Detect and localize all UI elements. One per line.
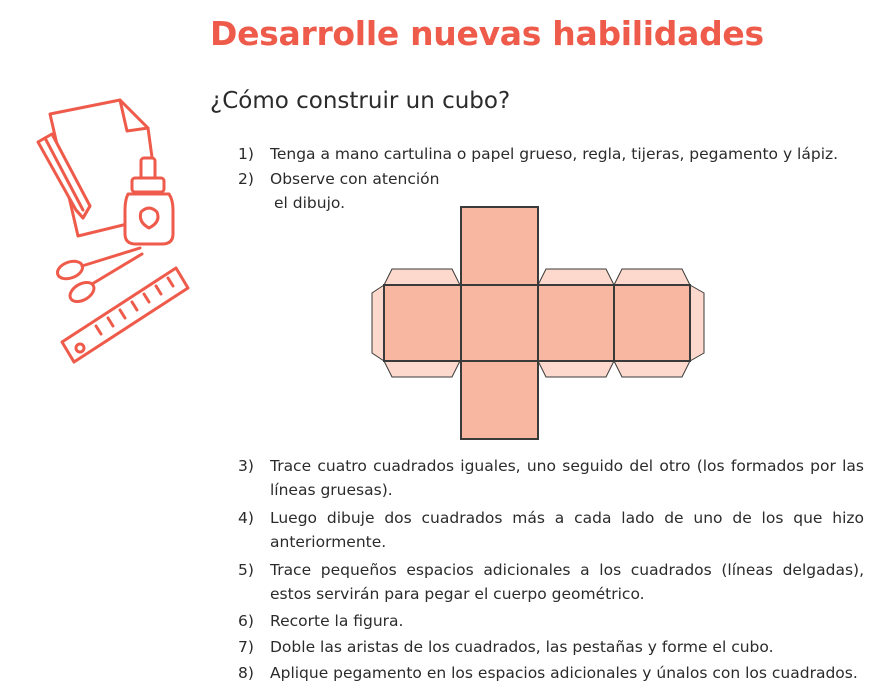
craft-supplies-illustration	[28, 98, 198, 373]
cube-net-diagram	[368, 205, 713, 441]
cube-face	[461, 361, 538, 439]
glue-tab	[614, 361, 690, 377]
step-item: 8) Aplique pegamento en los espacios adicionales y únalos con los cuadrados.	[238, 664, 858, 682]
cube-face	[538, 285, 614, 361]
glue-tab	[384, 269, 460, 285]
step-item: 7) Doble las aristas de los cuadrados, las pestañas y forme el cubo.	[238, 638, 774, 656]
glue-tab	[384, 361, 460, 377]
step-item: 6) Recorte la figura.	[238, 612, 404, 630]
glue-tab	[614, 269, 690, 285]
step-item: 1) Tenga a mano cartulina o papel grueso, regla, tijeras, pegamento y lápiz.	[238, 145, 839, 163]
glue-tab	[690, 285, 704, 361]
step-item: 2) Observe con atención el dibujo.	[238, 170, 440, 212]
glue-tab	[538, 361, 614, 377]
cube-face	[461, 285, 538, 361]
section-subtitle: ¿Cómo construir un cubo?	[210, 88, 511, 114]
step-item: 5) Trace pequeños espacios adicionales a los cuadrados (líneas delgadas), estos servirán para pegar el cuerpo geométrico.	[238, 561, 864, 603]
glue-tab	[538, 269, 614, 285]
step-item: 4) Luego dibuje dos cuadrados más a cada lado de uno de los que hizo anteriormente.	[238, 509, 864, 551]
cube-face	[614, 285, 690, 361]
step-item: 3) Trace cuatro cuadrados iguales, uno seguido del otro (los formados por las líneas gruesas).	[238, 457, 864, 499]
cube-face	[384, 285, 461, 361]
page-title: Desarrolle nuevas habilidades	[210, 14, 764, 53]
cube-face	[461, 207, 538, 285]
glue-tab	[372, 285, 384, 361]
